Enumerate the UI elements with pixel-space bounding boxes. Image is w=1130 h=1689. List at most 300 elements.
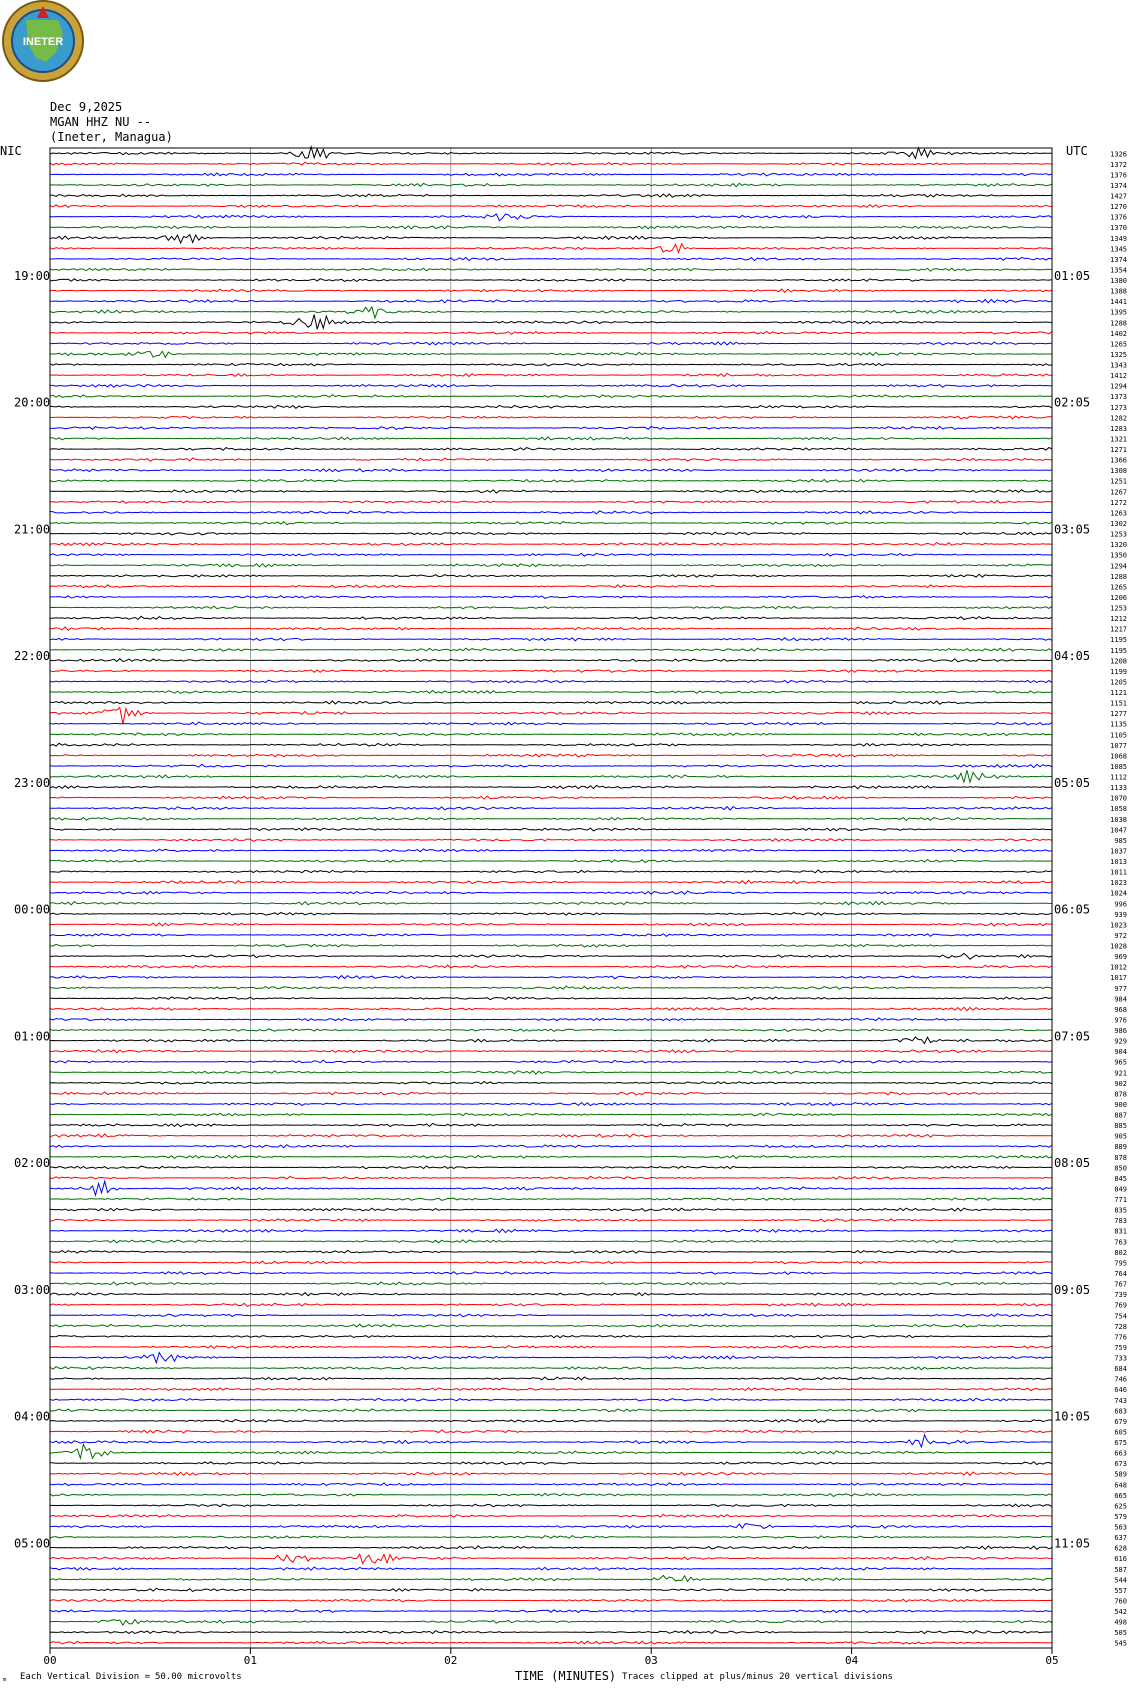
x-tick-label: 04 xyxy=(844,1654,859,1667)
trace-value: 763 xyxy=(1114,1238,1127,1247)
trace-row-91 xyxy=(50,1113,1052,1116)
trace-value: 996 xyxy=(1114,900,1127,909)
trace-value: 1023 xyxy=(1110,921,1127,930)
trace-value: 663 xyxy=(1114,1449,1127,1458)
trace-value: 648 xyxy=(1114,1481,1127,1490)
trace-value: 1288 xyxy=(1110,319,1127,328)
trace-value: 1253 xyxy=(1110,604,1127,613)
trace-row-117 xyxy=(50,1388,1052,1391)
trace-row-11 xyxy=(50,268,1052,271)
trace-value: 885 xyxy=(1114,1122,1127,1131)
trace-value: 1320 xyxy=(1110,541,1127,550)
trace-row-18 xyxy=(50,342,1052,345)
left-time-label: 04:00 xyxy=(14,1409,51,1424)
left-time-label: 03:00 xyxy=(14,1282,51,1297)
trace-value: 1068 xyxy=(1110,752,1127,761)
trace-row-123 xyxy=(50,1444,1052,1458)
trace-value: 1288 xyxy=(1110,572,1127,581)
trace-value: 1206 xyxy=(1110,593,1127,602)
trace-row-30 xyxy=(50,469,1052,472)
trace-row-114 xyxy=(50,1353,1052,1363)
trace-row-28 xyxy=(50,448,1052,451)
clip-note: Traces clipped at plus/minus 20 vertical divisions xyxy=(622,1672,893,1682)
trace-row-96 xyxy=(50,1166,1052,1169)
trace-row-25 xyxy=(50,416,1052,419)
trace-row-59 xyxy=(50,770,1052,782)
trace-row-70 xyxy=(50,891,1052,894)
trace-row-9 xyxy=(50,244,1052,253)
trace-row-31 xyxy=(50,479,1052,482)
trace-row-66 xyxy=(50,849,1052,852)
trace-value: 771 xyxy=(1114,1196,1127,1205)
trace-row-15 xyxy=(50,307,1052,318)
trace-row-137 xyxy=(50,1599,1052,1602)
trace-value: 986 xyxy=(1114,1027,1127,1036)
trace-value: 1251 xyxy=(1110,477,1127,486)
trace-value: 733 xyxy=(1114,1354,1127,1363)
left-time-label: 19:00 xyxy=(14,268,51,283)
trace-value: 905 xyxy=(1114,1132,1127,1141)
trace-value: 637 xyxy=(1114,1534,1127,1543)
trace-row-23 xyxy=(50,395,1052,398)
trace-row-7 xyxy=(50,226,1052,229)
trace-row-82 xyxy=(50,1018,1052,1021)
corner-mark: ₘ xyxy=(2,1674,8,1684)
trace-value: 498 xyxy=(1114,1618,1127,1627)
trace-row-129 xyxy=(50,1515,1052,1518)
trace-row-45 xyxy=(50,627,1052,630)
trace-row-104 xyxy=(50,1250,1052,1253)
trace-value: 1265 xyxy=(1110,583,1127,592)
right-time-label: 06:05 xyxy=(1054,902,1091,917)
trace-row-42 xyxy=(50,596,1052,599)
trace-value: 1272 xyxy=(1110,498,1127,507)
trace-value: 1441 xyxy=(1110,298,1127,307)
left-zone-label: NIC xyxy=(0,144,22,158)
trace-value: 845 xyxy=(1114,1174,1127,1183)
trace-row-122 xyxy=(50,1435,1052,1447)
trace-row-86 xyxy=(50,1060,1052,1063)
trace-row-58 xyxy=(50,764,1052,767)
trace-row-73 xyxy=(50,923,1052,926)
trace-row-106 xyxy=(50,1272,1052,1275)
trace-row-17 xyxy=(50,331,1052,334)
trace-value: 1023 xyxy=(1110,879,1127,888)
trace-row-74 xyxy=(50,934,1052,937)
trace-value: 1267 xyxy=(1110,488,1127,497)
right-time-label: 10:05 xyxy=(1054,1409,1091,1424)
right-time-label: 03:05 xyxy=(1054,522,1091,537)
trace-value: 850 xyxy=(1114,1164,1127,1173)
trace-row-118 xyxy=(50,1398,1052,1401)
trace-value: 795 xyxy=(1114,1259,1127,1268)
trace-value: 625 xyxy=(1114,1502,1127,1511)
trace-value: 1374 xyxy=(1110,181,1127,190)
trace-row-26 xyxy=(50,426,1052,429)
trace-row-109 xyxy=(50,1303,1052,1306)
left-time-label: 02:00 xyxy=(14,1156,51,1171)
trace-row-112 xyxy=(50,1335,1052,1338)
trace-value: 776 xyxy=(1114,1333,1127,1342)
trace-value: 1195 xyxy=(1110,636,1127,645)
trace-value: 579 xyxy=(1114,1512,1127,1521)
trace-row-88 xyxy=(50,1082,1052,1085)
trace-row-99 xyxy=(50,1198,1052,1201)
trace-row-102 xyxy=(50,1229,1052,1233)
trace-row-90 xyxy=(50,1103,1052,1106)
trace-row-37 xyxy=(50,543,1052,546)
trace-row-22 xyxy=(50,384,1052,387)
trace-value: 1354 xyxy=(1110,266,1127,275)
trace-value: 545 xyxy=(1114,1639,1127,1648)
trace-row-64 xyxy=(50,828,1052,831)
trace-value: 1028 xyxy=(1110,942,1127,951)
trace-row-33 xyxy=(50,501,1052,504)
trace-value: 902 xyxy=(1114,1079,1127,1088)
trace-value: 728 xyxy=(1114,1322,1127,1331)
trace-value: 760 xyxy=(1114,1597,1127,1606)
trace-value: 1343 xyxy=(1110,361,1127,370)
trace-row-113 xyxy=(50,1346,1052,1349)
trace-value: 1325 xyxy=(1110,350,1127,359)
trace-value: 1395 xyxy=(1110,308,1127,317)
trace-value: 587 xyxy=(1114,1565,1127,1574)
trace-row-140 xyxy=(50,1631,1052,1634)
trace-row-120 xyxy=(50,1420,1052,1423)
scale-note: Each Vertical Division = xyxy=(20,1672,151,1682)
trace-row-71 xyxy=(50,902,1052,905)
trace-value: 1374 xyxy=(1110,255,1127,264)
trace-row-132 xyxy=(50,1546,1052,1549)
trace-row-49 xyxy=(50,670,1052,673)
trace-row-56 xyxy=(50,743,1052,746)
trace-row-134 xyxy=(50,1567,1052,1570)
trace-row-76 xyxy=(50,953,1052,959)
right-time-label: 05:05 xyxy=(1054,775,1091,790)
trace-row-19 xyxy=(50,351,1052,357)
scale-value: 50.00 microvolts xyxy=(155,1672,242,1682)
trace-row-84 xyxy=(50,1037,1052,1043)
trace-value: 764 xyxy=(1114,1270,1127,1278)
trace-value: 1349 xyxy=(1110,234,1127,243)
trace-row-2 xyxy=(50,173,1052,176)
trace-value: 977 xyxy=(1114,984,1127,993)
trace-row-68 xyxy=(50,870,1052,873)
trace-row-36 xyxy=(50,532,1052,535)
trace-value: 929 xyxy=(1114,1037,1127,1046)
trace-value: 984 xyxy=(1114,995,1127,1004)
trace-value: 1283 xyxy=(1110,424,1127,433)
right-time-label: 04:05 xyxy=(1054,649,1091,664)
trace-value: 968 xyxy=(1114,1005,1127,1014)
trace-value: 1017 xyxy=(1110,974,1127,983)
x-axis-title: TIME (MINUTES) xyxy=(515,1669,617,1683)
trace-value: 1321 xyxy=(1110,435,1127,444)
trace-value: 972 xyxy=(1114,931,1127,940)
trace-value: 1273 xyxy=(1110,403,1127,412)
trace-row-81 xyxy=(50,1007,1052,1010)
trace-value: 675 xyxy=(1114,1439,1127,1448)
trace-row-119 xyxy=(50,1409,1052,1412)
trace-row-65 xyxy=(50,839,1052,842)
trace-value: 743 xyxy=(1114,1396,1127,1405)
trace-value: 1370 xyxy=(1110,224,1127,233)
trace-value: 665 xyxy=(1114,1491,1127,1500)
trace-value: 904 xyxy=(1114,1048,1127,1057)
trace-value: 1376 xyxy=(1110,213,1127,222)
trace-value: 965 xyxy=(1114,1058,1127,1067)
trace-value: 783 xyxy=(1114,1217,1127,1226)
left-time-label: 05:00 xyxy=(14,1536,51,1551)
trace-value: 1270 xyxy=(1110,203,1127,212)
trace-row-32 xyxy=(50,490,1052,493)
trace-row-27 xyxy=(50,437,1052,440)
trace-row-85 xyxy=(50,1050,1052,1053)
trace-row-124 xyxy=(50,1462,1052,1465)
trace-row-87 xyxy=(50,1071,1052,1074)
trace-row-133 xyxy=(50,1554,1052,1563)
trace-value: 769 xyxy=(1114,1301,1127,1310)
trace-row-63 xyxy=(50,818,1052,821)
plot-frame xyxy=(50,148,1052,1648)
trace-row-94 xyxy=(50,1145,1052,1148)
trace-row-107 xyxy=(50,1282,1052,1285)
trace-row-57 xyxy=(50,754,1052,757)
x-tick-label: 02 xyxy=(444,1654,458,1667)
trace-value: 542 xyxy=(1114,1608,1127,1617)
trace-value: 1366 xyxy=(1110,456,1127,465)
trace-value: 605 xyxy=(1114,1428,1127,1437)
trace-value: 684 xyxy=(1114,1365,1127,1374)
trace-value: 1037 xyxy=(1110,847,1127,856)
trace-row-34 xyxy=(50,511,1052,514)
header-date: Dec 9,2025 xyxy=(50,100,123,114)
trace-row-105 xyxy=(50,1261,1052,1264)
trace-row-13 xyxy=(50,289,1052,292)
trace-value: 739 xyxy=(1114,1291,1127,1300)
trace-value: 835 xyxy=(1114,1206,1127,1215)
trace-row-116 xyxy=(50,1377,1052,1380)
trace-value: 1427 xyxy=(1110,192,1127,201)
trace-value: 1085 xyxy=(1110,762,1127,771)
trace-row-128 xyxy=(50,1504,1052,1507)
trace-value: 646 xyxy=(1114,1386,1127,1395)
trace-value: 1277 xyxy=(1110,710,1127,719)
trace-row-83 xyxy=(50,1029,1052,1032)
right-time-label: 01:05 xyxy=(1054,268,1091,283)
trace-value: 802 xyxy=(1114,1248,1127,1257)
header-station: MGAN HHZ NU -- xyxy=(50,115,152,129)
trace-value: 1135 xyxy=(1110,720,1127,729)
trace-row-131 xyxy=(50,1536,1052,1539)
trace-row-52 xyxy=(50,701,1052,704)
right-time-label: 08:05 xyxy=(1054,1156,1091,1171)
trace-row-60 xyxy=(50,785,1052,788)
left-time-label: 21:00 xyxy=(14,522,51,537)
trace-value: 1253 xyxy=(1110,530,1127,539)
right-time-label: 09:05 xyxy=(1054,1282,1091,1297)
trace-value: 1012 xyxy=(1110,963,1127,972)
trace-row-98 xyxy=(50,1181,1052,1195)
trace-value: 1205 xyxy=(1110,678,1127,687)
trace-row-3 xyxy=(50,183,1052,186)
trace-value: 616 xyxy=(1114,1555,1127,1564)
trace-row-4 xyxy=(50,194,1052,197)
trace-value: 1373 xyxy=(1110,393,1127,402)
trace-value: 754 xyxy=(1114,1312,1127,1321)
trace-value: 557 xyxy=(1114,1586,1127,1595)
trace-value: 1013 xyxy=(1110,858,1127,867)
trace-row-6 xyxy=(50,214,1052,221)
trace-row-14 xyxy=(50,299,1052,302)
trace-value: 1058 xyxy=(1110,805,1127,814)
trace-value: 1024 xyxy=(1110,889,1127,898)
trace-value: 976 xyxy=(1114,1016,1127,1025)
x-tick-label: 00 xyxy=(43,1654,57,1667)
trace-value: 746 xyxy=(1114,1375,1127,1384)
trace-value: 939 xyxy=(1114,910,1127,919)
trace-row-61 xyxy=(50,796,1052,799)
trace-row-79 xyxy=(50,986,1052,989)
trace-value: 921 xyxy=(1114,1069,1127,1078)
trace-row-62 xyxy=(50,807,1052,811)
trace-value: 887 xyxy=(1114,1111,1127,1120)
trace-row-89 xyxy=(50,1092,1052,1095)
trace-value: 679 xyxy=(1114,1417,1127,1426)
trace-value: 889 xyxy=(1114,1143,1127,1152)
trace-row-24 xyxy=(50,405,1052,408)
trace-value: 1011 xyxy=(1110,868,1127,877)
trace-row-110 xyxy=(50,1314,1052,1317)
trace-row-69 xyxy=(50,881,1052,884)
left-time-label: 00:00 xyxy=(14,902,51,917)
trace-row-44 xyxy=(50,616,1052,619)
trace-value: 831 xyxy=(1114,1227,1127,1236)
trace-value: 1133 xyxy=(1110,784,1127,793)
trace-row-48 xyxy=(50,659,1052,662)
trace-row-111 xyxy=(50,1324,1052,1327)
right-time-label: 07:05 xyxy=(1054,1029,1091,1044)
x-tick-label: 05 xyxy=(1045,1654,1059,1667)
trace-value: 1151 xyxy=(1110,699,1127,708)
minute-gridlines xyxy=(250,148,851,1648)
trace-row-21 xyxy=(50,374,1052,377)
trace-value: 1195 xyxy=(1110,646,1127,655)
trace-value: 900 xyxy=(1114,1100,1127,1109)
trace-value: 1199 xyxy=(1110,667,1127,676)
trace-row-35 xyxy=(50,522,1052,525)
trace-value: 1047 xyxy=(1110,826,1127,835)
trace-row-16 xyxy=(50,315,1052,330)
trace-row-138 xyxy=(50,1610,1052,1613)
trace-row-50 xyxy=(50,680,1052,683)
trace-value: 589 xyxy=(1114,1470,1127,1479)
trace-value: 1070 xyxy=(1110,794,1127,803)
trace-value: 1077 xyxy=(1110,741,1127,750)
trace-row-43 xyxy=(50,606,1052,609)
trace-value: 1372 xyxy=(1110,160,1127,169)
trace-value: 759 xyxy=(1114,1343,1127,1352)
trace-row-29 xyxy=(50,458,1052,461)
trace-row-97 xyxy=(50,1176,1052,1179)
trace-value: 1282 xyxy=(1110,414,1127,423)
trace-value: 1217 xyxy=(1110,625,1127,634)
trace-value: 1412 xyxy=(1110,372,1127,381)
logo-text: INETER xyxy=(22,36,64,48)
left-time-label: 23:00 xyxy=(14,775,51,790)
trace-row-54 xyxy=(50,722,1052,725)
trace-value: 505 xyxy=(1114,1629,1127,1638)
trace-row-51 xyxy=(50,690,1052,693)
trace-row-108 xyxy=(50,1293,1052,1296)
trace-value: 767 xyxy=(1114,1280,1127,1289)
trace-row-47 xyxy=(50,648,1052,651)
trace-row-126 xyxy=(50,1483,1052,1486)
trace-value: 1350 xyxy=(1110,551,1127,560)
right-time-label: 11:05 xyxy=(1054,1536,1091,1551)
trace-value: 1308 xyxy=(1110,467,1127,476)
left-time-labels xyxy=(14,269,50,1551)
trace-value: 878 xyxy=(1114,1090,1127,1099)
trace-row-101 xyxy=(50,1219,1052,1222)
trace-value: 1121 xyxy=(1110,689,1127,698)
trace-value: 1326 xyxy=(1110,150,1127,159)
trace-row-95 xyxy=(50,1155,1052,1158)
trace-value: 563 xyxy=(1114,1523,1127,1532)
trace-row-40 xyxy=(50,574,1052,577)
right-time-label: 02:05 xyxy=(1054,395,1091,410)
trace-row-130 xyxy=(50,1524,1052,1529)
trace-row-92 xyxy=(50,1123,1052,1126)
trace-row-121 xyxy=(50,1430,1052,1433)
trace-value: 1302 xyxy=(1110,520,1127,528)
trace-row-41 xyxy=(50,585,1052,588)
trace-value: 1294 xyxy=(1110,382,1127,391)
trace-row-5 xyxy=(50,205,1052,208)
trace-value: 1038 xyxy=(1110,815,1127,824)
trace-value: 1265 xyxy=(1110,340,1127,349)
trace-row-20 xyxy=(50,363,1052,366)
trace-row-10 xyxy=(50,257,1052,260)
trace-row-39 xyxy=(50,564,1052,567)
trace-value: 1208 xyxy=(1110,657,1127,666)
trace-value: 673 xyxy=(1114,1460,1127,1469)
trace-value: 683 xyxy=(1114,1407,1127,1416)
trace-row-125 xyxy=(50,1472,1052,1476)
trace-value: 1271 xyxy=(1110,446,1127,455)
trace-value: 544 xyxy=(1114,1576,1127,1585)
right-zone-label: UTC xyxy=(1066,144,1088,158)
trace-value: 969 xyxy=(1114,953,1127,962)
trace-value: 1402 xyxy=(1110,329,1127,338)
trace-row-115 xyxy=(50,1367,1052,1370)
trace-value: 985 xyxy=(1114,836,1127,845)
x-axis-ticks xyxy=(43,1648,1058,1667)
trace-row-1 xyxy=(50,162,1052,165)
trace-row-38 xyxy=(50,553,1052,556)
trace-row-8 xyxy=(50,235,1052,243)
trace-value: 1376 xyxy=(1110,171,1127,180)
trace-value: 1380 xyxy=(1110,277,1127,286)
left-time-label: 01:00 xyxy=(14,1029,51,1044)
right-time-labels xyxy=(1054,269,1090,1551)
trace-row-93 xyxy=(50,1134,1052,1137)
trace-row-80 xyxy=(50,997,1052,1000)
trace-value: 1212 xyxy=(1110,615,1127,624)
left-time-label: 22:00 xyxy=(14,649,51,664)
trace-row-139 xyxy=(50,1620,1052,1626)
trace-value: 1345 xyxy=(1110,245,1127,254)
